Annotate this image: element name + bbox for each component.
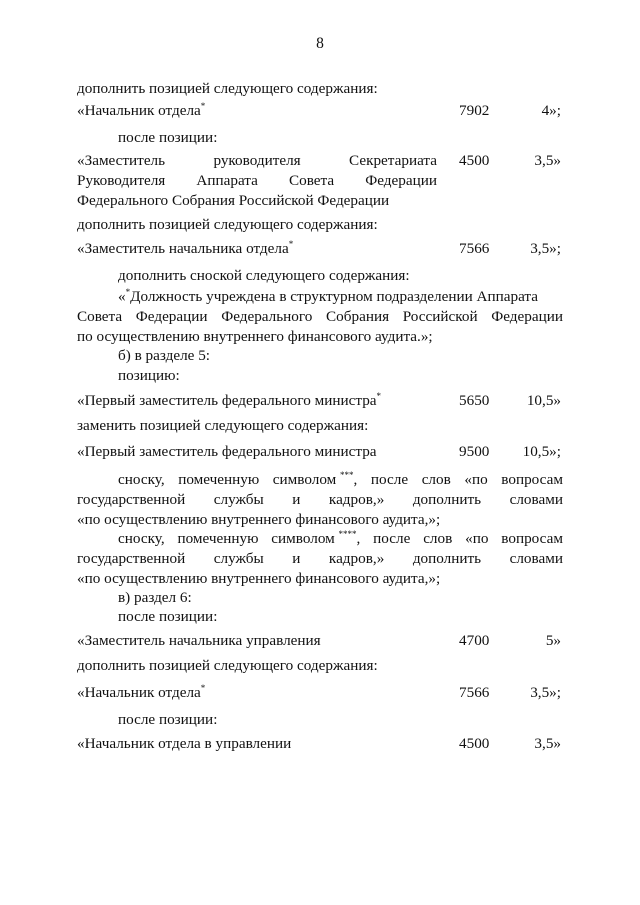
instruction-text: заменить позицией следующего содержания: (77, 417, 369, 434)
position-name: «Заместитель начальника управления (77, 632, 321, 649)
footnote-mark: * (200, 101, 206, 111)
instruction-text: после позиции: (118, 711, 218, 728)
section-label: в) раздел 6: (118, 589, 192, 606)
instruction-text: дополнить позицией следующего содержания: (77, 216, 378, 233)
position-code: 7902 (459, 102, 490, 119)
instruction-text: дополнить позицией следующего содержания: (77, 80, 378, 97)
page-number: 8 (316, 35, 324, 52)
position-name-word: Секретариата (349, 152, 437, 169)
footnote-line: по осуществлению внутреннего финансового аудита.»; (77, 328, 433, 345)
position-code: 4500 (459, 735, 490, 752)
position-value: 3,5» (534, 152, 561, 169)
position-name-word: «Заместитель (77, 152, 166, 169)
section-label: б) в разделе 5: (118, 347, 211, 364)
footnote-mark: **** (338, 529, 357, 539)
instruction-text: дополнить позицией следующего содержания: (77, 657, 378, 674)
footnote-mark: *** (340, 470, 354, 480)
position-code: 4500 (459, 152, 490, 169)
footnote-mark: * (125, 287, 131, 297)
position-value: 3,5»; (530, 240, 561, 257)
position-name-line: Руководителя Аппарата Совета Федерации (77, 172, 437, 189)
footnote-mark: * (200, 683, 206, 693)
position-value: 4»; (541, 102, 561, 119)
footnote-mark: * (288, 239, 294, 249)
position-value: 10,5» (526, 392, 561, 409)
position-code: 5650 (459, 392, 490, 409)
footnote-line: Совета Федерации Федерального Собрания Российской Федерации (77, 308, 563, 325)
instruction-text: после позиции: (118, 129, 218, 146)
position-name: «Первый заместитель федерального министра (77, 443, 377, 460)
instruction-text: дополнить сноской следующего содержания: (118, 267, 410, 284)
position-name: «Начальник отдела (77, 684, 201, 701)
footnote-mark: * (376, 391, 382, 401)
position-code: 9500 (459, 443, 490, 460)
instruction-text: после позиции: (118, 608, 218, 625)
position-value: 3,5» (534, 735, 561, 752)
position-name: «Начальник отдела в управлении (77, 735, 292, 752)
instruction-text: позицию: (118, 367, 180, 384)
position-value: 5» (545, 632, 561, 649)
position-name: «Первый заместитель федерального министра (77, 392, 377, 409)
position-code: 7566 (459, 684, 490, 701)
position-name-line: Федерального Собрания Российской Федерации (77, 192, 390, 209)
position-code: 4700 (459, 632, 490, 649)
position-name: «Заместитель начальника отдела (77, 240, 289, 257)
position-value: 3,5»; (530, 684, 561, 701)
position-code: 7566 (459, 240, 490, 257)
position-name: «Начальник отдела (77, 102, 201, 119)
position-name-word: руководителя (213, 152, 301, 169)
position-value: 10,5»; (522, 443, 561, 460)
